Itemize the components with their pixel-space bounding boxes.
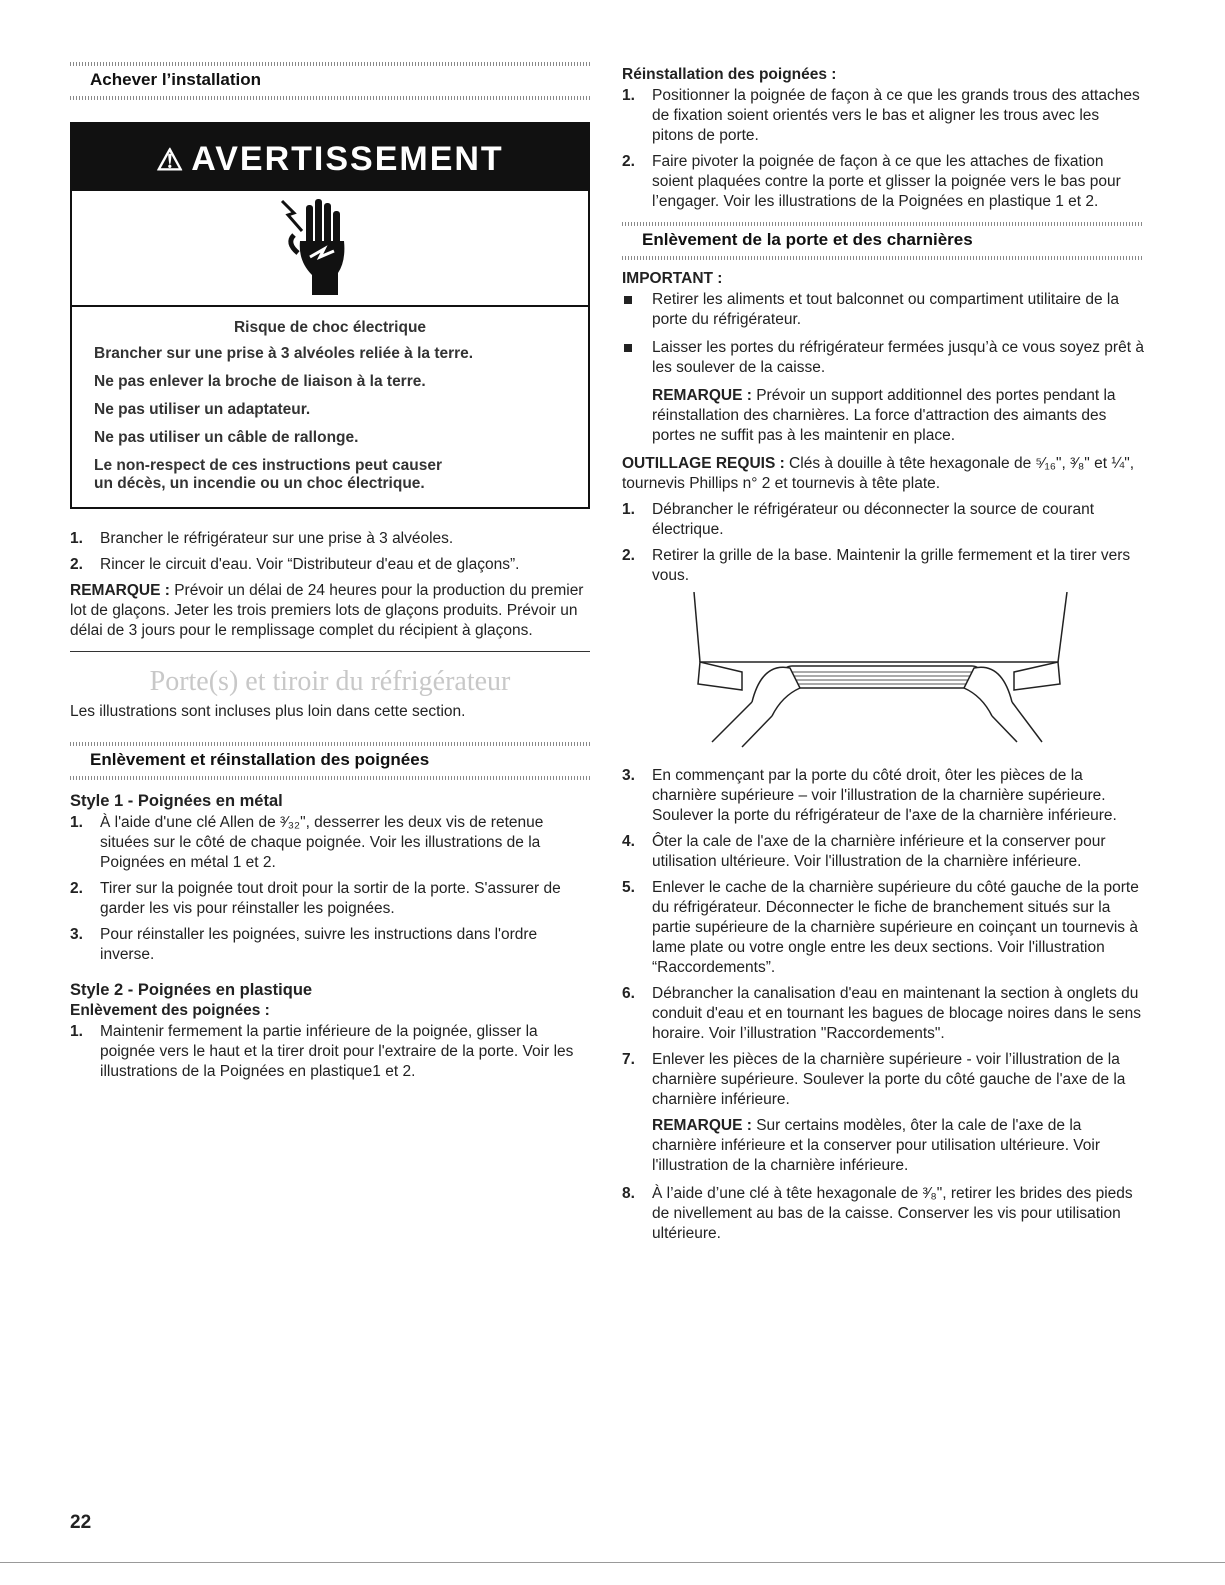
remarque-label: REMARQUE : [652,387,752,404]
step-number: 7. [622,1051,635,1068]
list-item [622,832,1144,872]
warning-banner [72,124,588,191]
door-steps-a [622,500,1144,586]
list-item [622,152,1144,212]
list-item [622,1184,1144,1244]
bullet-text: Retirer les aliments et tout balconnet ou compartiment utilitaire de la porte du réfrigérateur. [652,291,1119,328]
section-heading-poignees: Enlèvement et réinstallation des poignées [90,750,430,769]
right-column [622,62,1144,1250]
section-intro: Les illustrations sont incluses plus loin dans cette section. [70,703,466,720]
list-item [70,813,590,873]
remarque-text: Sur certains modèles, ôter la cale de l'axe de la charnière inférieure et la conserver pour utilisation ultérieure. Voir l'illustration de la charnière inférieure. [652,1117,1101,1174]
step-number: 6. [622,985,635,1002]
list-item [70,879,590,919]
step-number: 5. [622,879,635,896]
outillage-paragraph [622,454,1144,494]
list-item [70,925,590,965]
section-heading-achever: Achever l’installation [90,70,261,89]
install-steps [70,529,590,575]
remarque-text: Prévoir un délai de 24 heures pour la production du premier lot de glaçons. Jeter les trois premiers lots de glaçons produits. Prévoir un délai de 3 jours pour le remplissage complet du récipient à glaçons. [70,582,584,639]
step-text: Rincer le circuit d'eau. Voir “Distributeur d'eau et de glaçons”. [100,556,520,573]
list-item [622,86,1144,146]
step-text: Maintenir fermement la partie inférieure de la poignée, glisser la poignée vers le haut et la tirer droit pour l'extraire de la porte. Voir les illustrations de la Poignées en plastique1 et 2. [100,1023,574,1080]
warning-triangle-icon: ⚠ [156,144,186,177]
step-text: En commençant par la porte du côté droit, ôter les pièces de la charnière supérieure – voir l'illustration de la charnière supérieure. Soulever la porte du réfrigérateur de l'axe de la charnière inférieure. [652,767,1117,824]
step-text: Pour réinstaller les poignées, suivre les instructions dans l'ordre inverse. [100,926,538,963]
step-text: À l'aide d'une clé Allen de ³⁄₃₂", desserrer les deux vis de retenue situées sur le côté de chaque poignée. Voir les illustrations de la Poignées en métal 1 et 2. [100,814,544,871]
electric-shock-hand-icon [72,191,588,307]
list-item [622,766,1144,826]
list-item [70,529,590,549]
reinstall-steps [622,86,1144,212]
style2-steps [70,1022,590,1082]
style1-steps [70,813,590,965]
door-steps-b [622,766,1144,1110]
enlevement-subheading: Enlèvement des poignées : [70,1002,270,1019]
step-number: 2. [70,556,83,573]
step-number: 1. [622,87,635,104]
list-item [70,555,590,575]
step-text: Enlever les pièces de la charnière supérieure - voir l’illustration de la charnière supérieure. Soulever la porte du côté gauche de l'axe de la charnière inférieure. [652,1051,1126,1108]
remarque-text: Prévoir un support additionnel des portes pendant la réinstallation des charnières. La force d'attraction des aimants des portes ne suffit pas à les maintenir en place. [652,387,1116,444]
remarque-label: REMARQUE : [652,1117,752,1134]
step-number: 4. [622,833,635,850]
step-text: Ôter la cale de l'axe de la charnière inférieure et la conserver pour utilisation ultérieure. Voir l'illustration de la charnière inférieure. [652,833,1106,870]
bottom-rule [0,1562,1225,1563]
warning-consequence-2: un décès, un incendie ou un choc électrique. [94,475,425,492]
outillage-label: OUTILLAGE REQUIS : [622,455,785,472]
step-number: 2. [70,880,83,897]
step-number: 2. [622,547,635,564]
step-text: À l’aide d’une clé à tête hexagonale de ³⁄₈", retirer les brides des pieds de nivellement au bas de la caisse. Conserver les vis pour utilisation ultérieure. [652,1185,1133,1242]
door-steps-c [622,1184,1144,1244]
step-text: Brancher le réfrigérateur sur une prise à 3 alvéoles. [100,530,454,547]
remarque-paragraph [622,386,1144,446]
section-title: Porte(s) et tiroir du réfrigérateur [149,666,511,697]
step-number: 1. [70,814,83,831]
list-item [622,338,1144,378]
list-item [622,546,1144,586]
important-bullets [622,290,1144,378]
bullet-icon [624,344,632,352]
warning-title: Risque de choc électrique [233,319,427,336]
step-text: Faire pivoter la poignée de façon à ce que les attaches de fixation soient plaquées contre la porte et glisser la poignée vers le bas pour l’engager. Voir les illustrations de la Poignées en plastique 1 et 2. [652,153,1121,210]
dotted-rule [70,96,590,100]
step-text: Enlever le cache de la charnière supérieure du côté gauche de la porte du réfrigérateur. Déconnecter le fiche de branchement situés sur la partie supérieure de la charnière supérieure en coinçant un tournevis à lame plate ou votre ongle entre les deux sections. Voir l'illustration “Raccordements”. [652,879,1139,976]
reinstallation-subheading: Réinstallation des poignées : [622,66,837,83]
step-number: 1. [70,1023,83,1040]
remarque-label: REMARQUE : [70,582,170,599]
warning-box [70,122,590,509]
remarque-paragraph [622,1116,1144,1176]
step-text: Débrancher la canalisation d'eau en maintenant la section à onglets du conduit d'eau et en tournant les bagues de blocage noires dans le sens horaire. Voir l’illustration "Raccordements". [652,985,1141,1042]
outillage-text: Clés à douille à tête hexagonale de ⁵⁄₁₆", ³⁄₈" et ¼", tournevis Phillips n° 2 et tournevis à tête plate. [622,455,1135,492]
page-number: 22 [70,1512,92,1533]
style1-heading: Style 1 - Poignées en métal [70,792,283,810]
warning-body [72,307,588,507]
warning-line: Ne pas enlever la broche de liaison à la terre. [94,373,426,390]
list-item [622,500,1144,540]
bullet-icon [624,296,632,304]
section-heading-porte: Enlèvement de la porte et des charnières [642,230,973,249]
list-item [622,878,1144,978]
warning-line [94,457,568,493]
list-item [622,1050,1144,1110]
important-label: IMPORTANT : [622,270,723,287]
left-column [70,62,590,1088]
list-item [622,984,1144,1044]
step-text: Débrancher le réfrigérateur ou déconnecter la source de courant électrique. [652,501,1095,538]
warning-line: Ne pas utiliser un câble de rallonge. [94,429,359,446]
style2-heading: Style 2 - Poignées en plastique [70,981,313,999]
divider [70,651,590,652]
bullet-text: Laisser les portes du réfrigérateur fermées jusqu’à ce vous soyez prêt à les soulever de la caisse. [652,339,1144,376]
step-text: Retirer la grille de la base. Maintenir la grille fermement et la tirer vers vous. [652,547,1131,584]
step-text: Tirer sur la poignée tout droit pour la sortir de la porte. S'assurer de garder les vis pour réinstaller les poignées. [100,880,561,917]
warning-banner-text: AVERTISSEMENT [191,140,504,178]
remarque-paragraph [70,581,590,641]
dotted-rule [622,256,1144,260]
warning-consequence-1: Le non-respect de ces instructions peut causer [94,457,442,474]
step-number: 3. [622,767,635,784]
step-text: Positionner la poignée de façon à ce que les grands trous des attaches de fixation soient orientés vers le bas et aligner les trous avec les pitons de porte. [652,87,1140,144]
warning-line: Ne pas utiliser un adaptateur. [94,401,311,418]
dotted-rule [70,776,590,780]
step-number: 8. [622,1185,635,1202]
step-number: 1. [622,501,635,518]
list-item [622,290,1144,330]
warning-line: Brancher sur une prise à 3 alvéoles reliée à la terre. [94,345,474,362]
step-number: 3. [70,926,83,943]
step-number: 2. [622,153,635,170]
base-grille-illustration [622,592,1144,752]
step-number: 1. [70,530,83,547]
list-item [70,1022,590,1082]
